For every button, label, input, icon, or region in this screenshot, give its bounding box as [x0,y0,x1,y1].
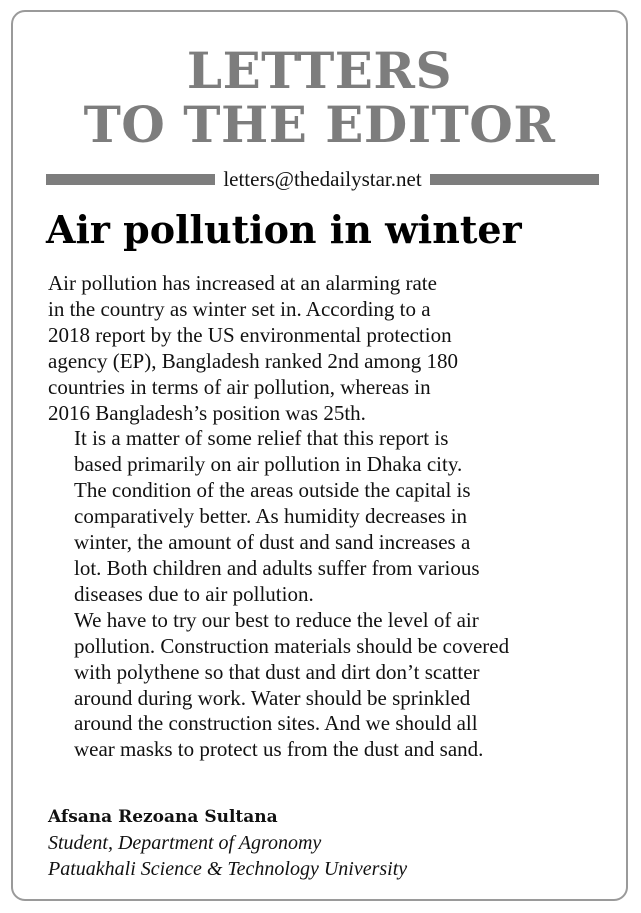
signature-block [48,804,407,882]
text-line: It is a matter of some relief that this report is [74,426,449,451]
author-name: Afsana Rezoana Sultana [48,807,278,827]
masthead-line-2: TO THE EDITOR [83,95,556,154]
text-line: The condition of the areas outside the capital is [74,478,471,503]
text-line: winter, the amount of dust and sand increases a [74,530,471,555]
text-line: lot. Both children and adults suffer from various [74,555,480,580]
right-rule [430,174,599,185]
text-line: countries in terms of air pollution, whereas in [48,374,431,399]
paragraph [48,426,608,607]
email-row [46,166,599,192]
text-line: agency (EP), Bangladesh ranked 2nd among 180 [48,348,458,373]
text-line: based primarily on air pollution in Dhaka city. [74,452,463,477]
text-line: 2018 report by the US environmental protection [48,322,452,347]
letter-headline: Air pollution in winter [46,207,522,252]
author-title: Student, Department of Agronomy [48,832,322,854]
text-line: around during work. Water should be sprinkled [74,685,471,710]
text-line: comparatively better. As humidity decreases in [74,504,468,529]
text-line: We have to try our best to reduce the level of air [74,607,479,632]
masthead-line-1: LETTERS [186,41,453,100]
text-line: around the construction sites. And we should all [74,711,478,736]
text-line: 2016 Bangladesh’s position was 25th. [48,400,366,425]
paragraph [48,271,608,426]
author-institution: Patuakhali Science & Technology University [48,858,408,880]
section-masthead [13,41,626,154]
letter-body [48,271,608,763]
text-line: wear masks to protect us from the dust and sand. [74,737,484,762]
text-line: in the country as winter set in. According to a [48,296,431,321]
text-line: diseases due to air pollution. [74,581,314,606]
text-line: pollution. Construction materials should be covered [74,633,510,658]
text-line: with polythene so that dust and dirt don’t scatter [74,659,480,684]
text-line: Air pollution has increased at an alarming rate [48,271,437,295]
editor-email: letters@thedailystar.net [223,166,422,191]
left-rule [46,174,215,185]
letter-card [11,10,628,901]
paragraph [48,608,608,763]
